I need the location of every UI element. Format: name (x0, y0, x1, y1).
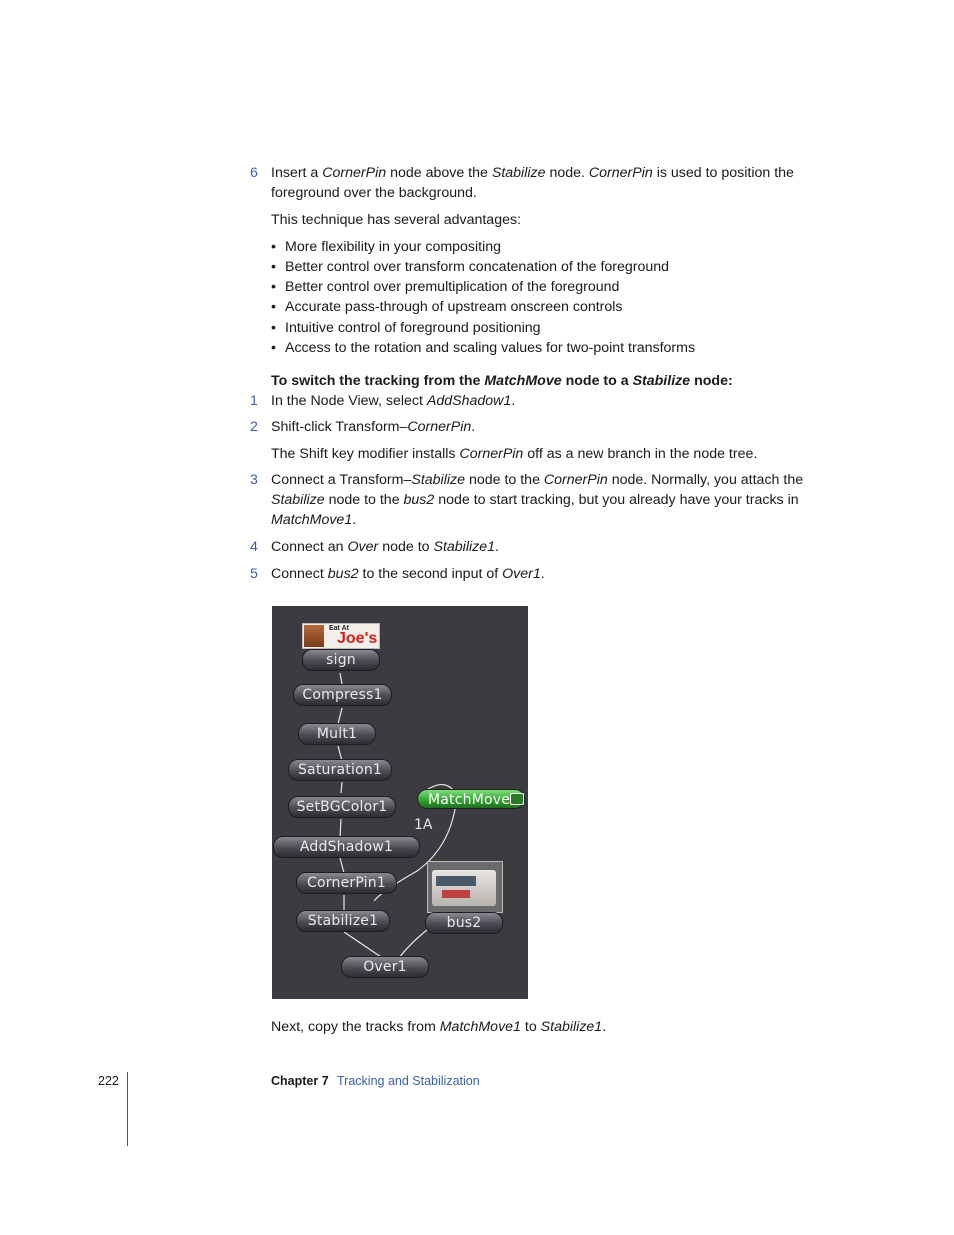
chapter-title: Tracking and Stabilization (337, 1074, 480, 1088)
node-bus2[interactable]: bus2 (425, 912, 503, 934)
node-mult1[interactable]: Mult1 (298, 723, 376, 745)
footer-divider (127, 1072, 128, 1146)
node-settings-icon[interactable] (510, 793, 524, 805)
node-addshadow1[interactable]: AddShadow1 (273, 836, 420, 858)
node-matchmove[interactable]: MatchMove (417, 789, 525, 809)
shift-note: The Shift key modifier installs CornerPin off as a new branch in the node tree. (271, 446, 758, 462)
step-text: Insert a CornerPin node above the Stabilize node. CornerPin is used to position the foreground over the background. (271, 165, 794, 201)
sign-thumbnail (302, 623, 380, 649)
bus-stripe (442, 890, 470, 898)
step-number: 1 (250, 393, 258, 409)
sign-small-text: Eat At (329, 625, 349, 632)
step-text: Shift-click Transform–CornerPin. (271, 419, 476, 435)
node-saturation1[interactable]: Saturation1 (288, 759, 392, 781)
advantages-intro: This technique has several advantages: (271, 212, 522, 228)
procedure-heading: To switch the tracking from the MatchMove node to a Stabilize node: (271, 373, 733, 389)
page-number: 222 (98, 1074, 119, 1088)
step-text: Connect a Transform–Stabilize node to the CornerPin node. Normally, you attach the Stabilize node to the bus2 node to start tracking, but you already have your tracks in MatchMove1. (271, 472, 804, 528)
step-number: 6 (250, 165, 258, 181)
sign-figure (304, 625, 324, 647)
step-number: 4 (250, 539, 258, 555)
step-number: 5 (250, 566, 258, 582)
sign-big-text: Joe's (337, 630, 378, 647)
node-compress1[interactable]: Compress1 (293, 684, 392, 706)
node-tree-figure (272, 606, 528, 999)
node-stabilize1[interactable]: Stabilize1 (296, 910, 390, 932)
bus-windows (436, 876, 476, 886)
bus-thumbnail (427, 861, 503, 913)
track-label: 1A (414, 817, 433, 833)
node-sign[interactable]: sign (302, 649, 380, 671)
closing-text: Next, copy the tracks from MatchMove1 to Stabilize1. (271, 1019, 607, 1035)
node-over1[interactable]: Over1 (341, 956, 429, 978)
step-text: Connect an Over node to Stabilize1. (271, 539, 499, 555)
step-text: In the Node View, select AddShadow1. (271, 393, 516, 409)
chapter-label: Chapter 7 (271, 1074, 329, 1088)
step-number: 3 (250, 472, 258, 488)
node-cornerpin1[interactable]: CornerPin1 (296, 872, 397, 894)
step-number: 2 (250, 419, 258, 435)
node-setbgcolor1[interactable]: SetBGColor1 (288, 796, 396, 818)
step-text: Connect bus2 to the second input of Over1. (271, 566, 545, 582)
